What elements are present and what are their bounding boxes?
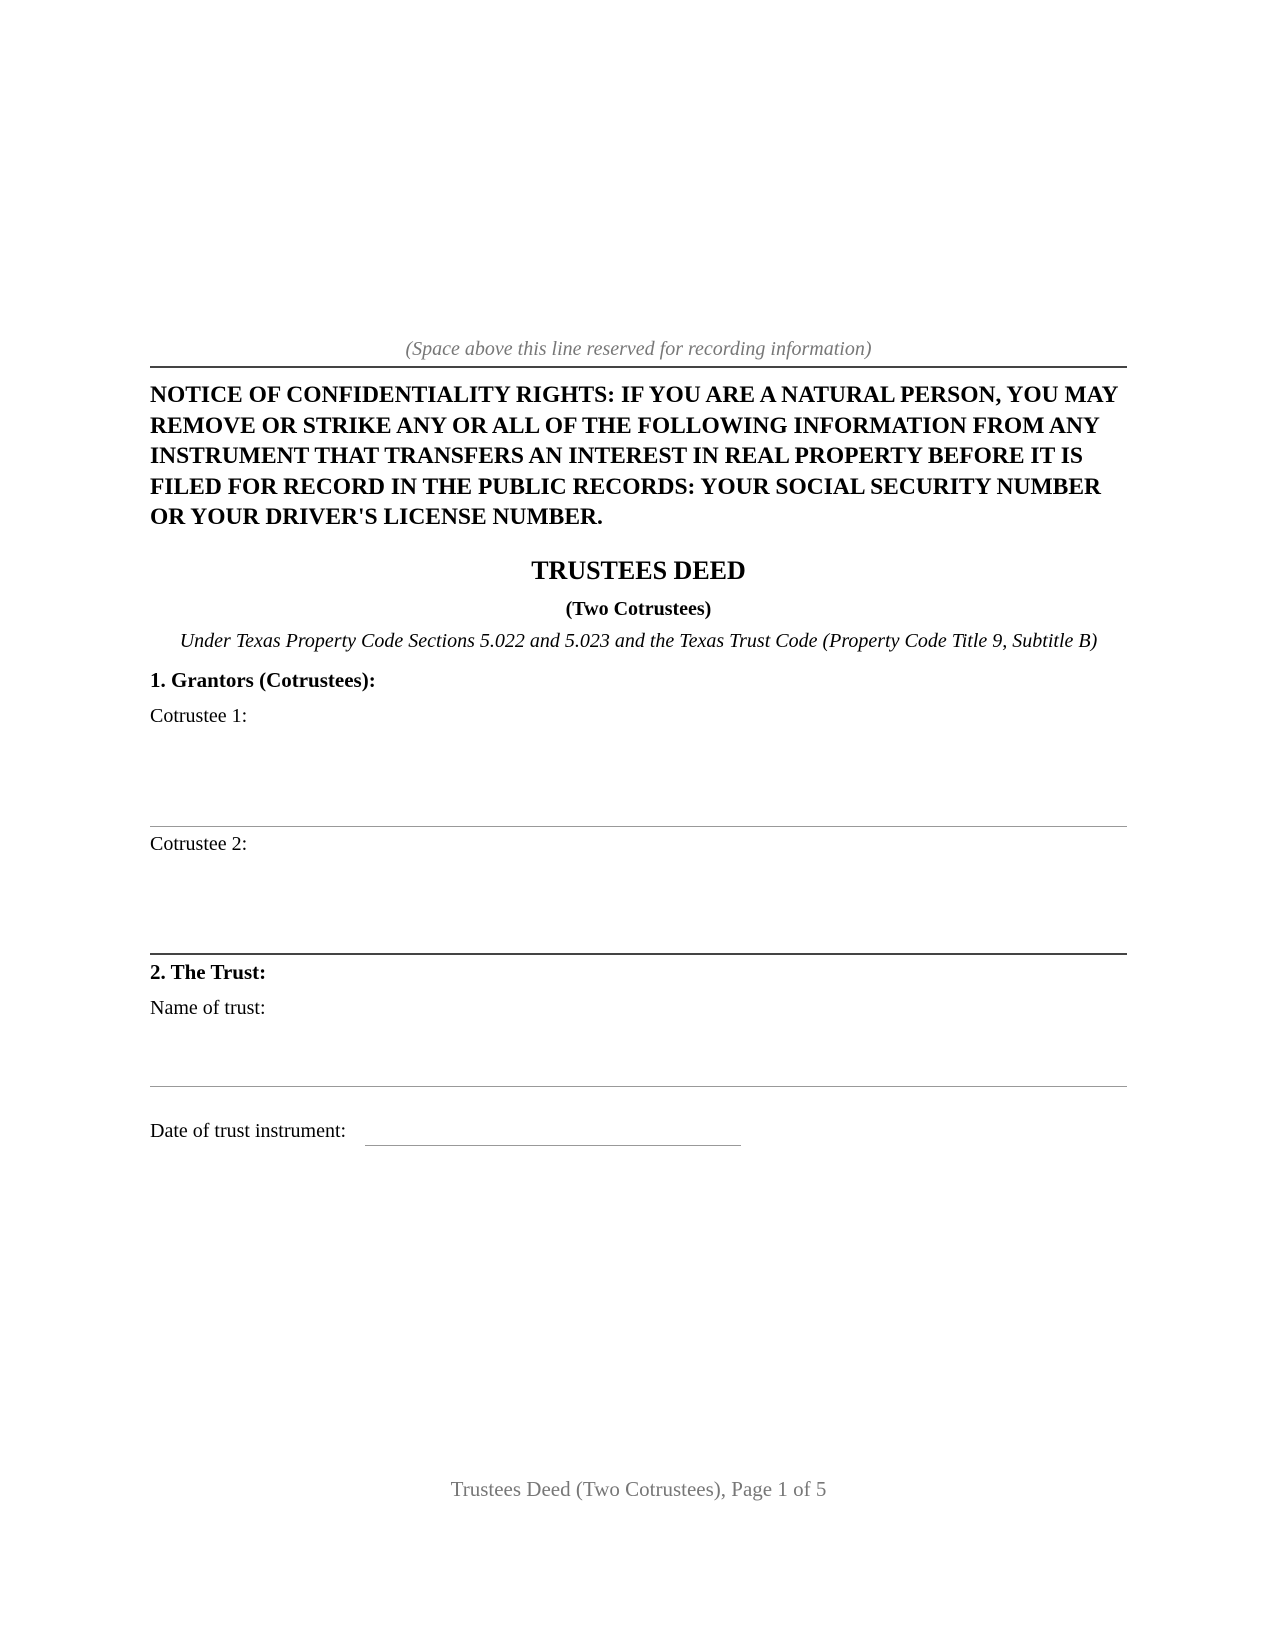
document-title: TRUSTEES DEED — [531, 556, 746, 585]
document-subtitle: (Two Cotrustees) — [565, 598, 712, 620]
statutory-authority: Under Texas Property Code Sections 5.022 and 5.023 and the Texas Trust Code (Property Code Title 9, Subtitle B) — [179, 630, 1098, 652]
recording-space-note: (Space above this line reserved for recording information) — [405, 338, 872, 360]
trust-date-line — [365, 1145, 741, 1146]
confidentiality-notice: NOTICE OF CONFIDENTIALITY RIGHTS: IF YOU ARE A NATURAL PERSON, YOU MAY REMOVE OR STRIKE ANY OR ALL OF THE FOLLOWING INFORMATION FROM ANY INSTRUMENT THAT TRANSFERS AN INTEREST IN REAL PROPERTY BEFORE IT IS FILED FOR RECORD IN THE PUBLIC RECORDS: YOUR SOCIAL SECURITY NUMBER OR YOUR DRIVER'S LICENSE NUMBER. — [150, 382, 1118, 530]
trust-date-label: Date of trust instrument: — [150, 1120, 347, 1142]
trust-name-label: Name of trust: — [150, 997, 266, 1019]
cotrustee-2-label: Cotrustee 2: — [150, 833, 248, 855]
cotrustee-1-label: Cotrustee 1: — [150, 705, 248, 727]
page-footer: Trustees Deed (Two Cotrustees), Page 1 of 5 — [450, 1477, 827, 1501]
recording-divider — [150, 366, 1127, 368]
document-page — [150, 0, 1127, 1650]
trust-heading: 2. The Trust: — [150, 960, 267, 984]
cotrustee-2-line — [150, 953, 1127, 955]
grantors-heading: 1. Grantors (Cotrustees): — [150, 668, 376, 692]
trust-name-line — [150, 1086, 1127, 1087]
cotrustee-1-line — [150, 826, 1127, 827]
